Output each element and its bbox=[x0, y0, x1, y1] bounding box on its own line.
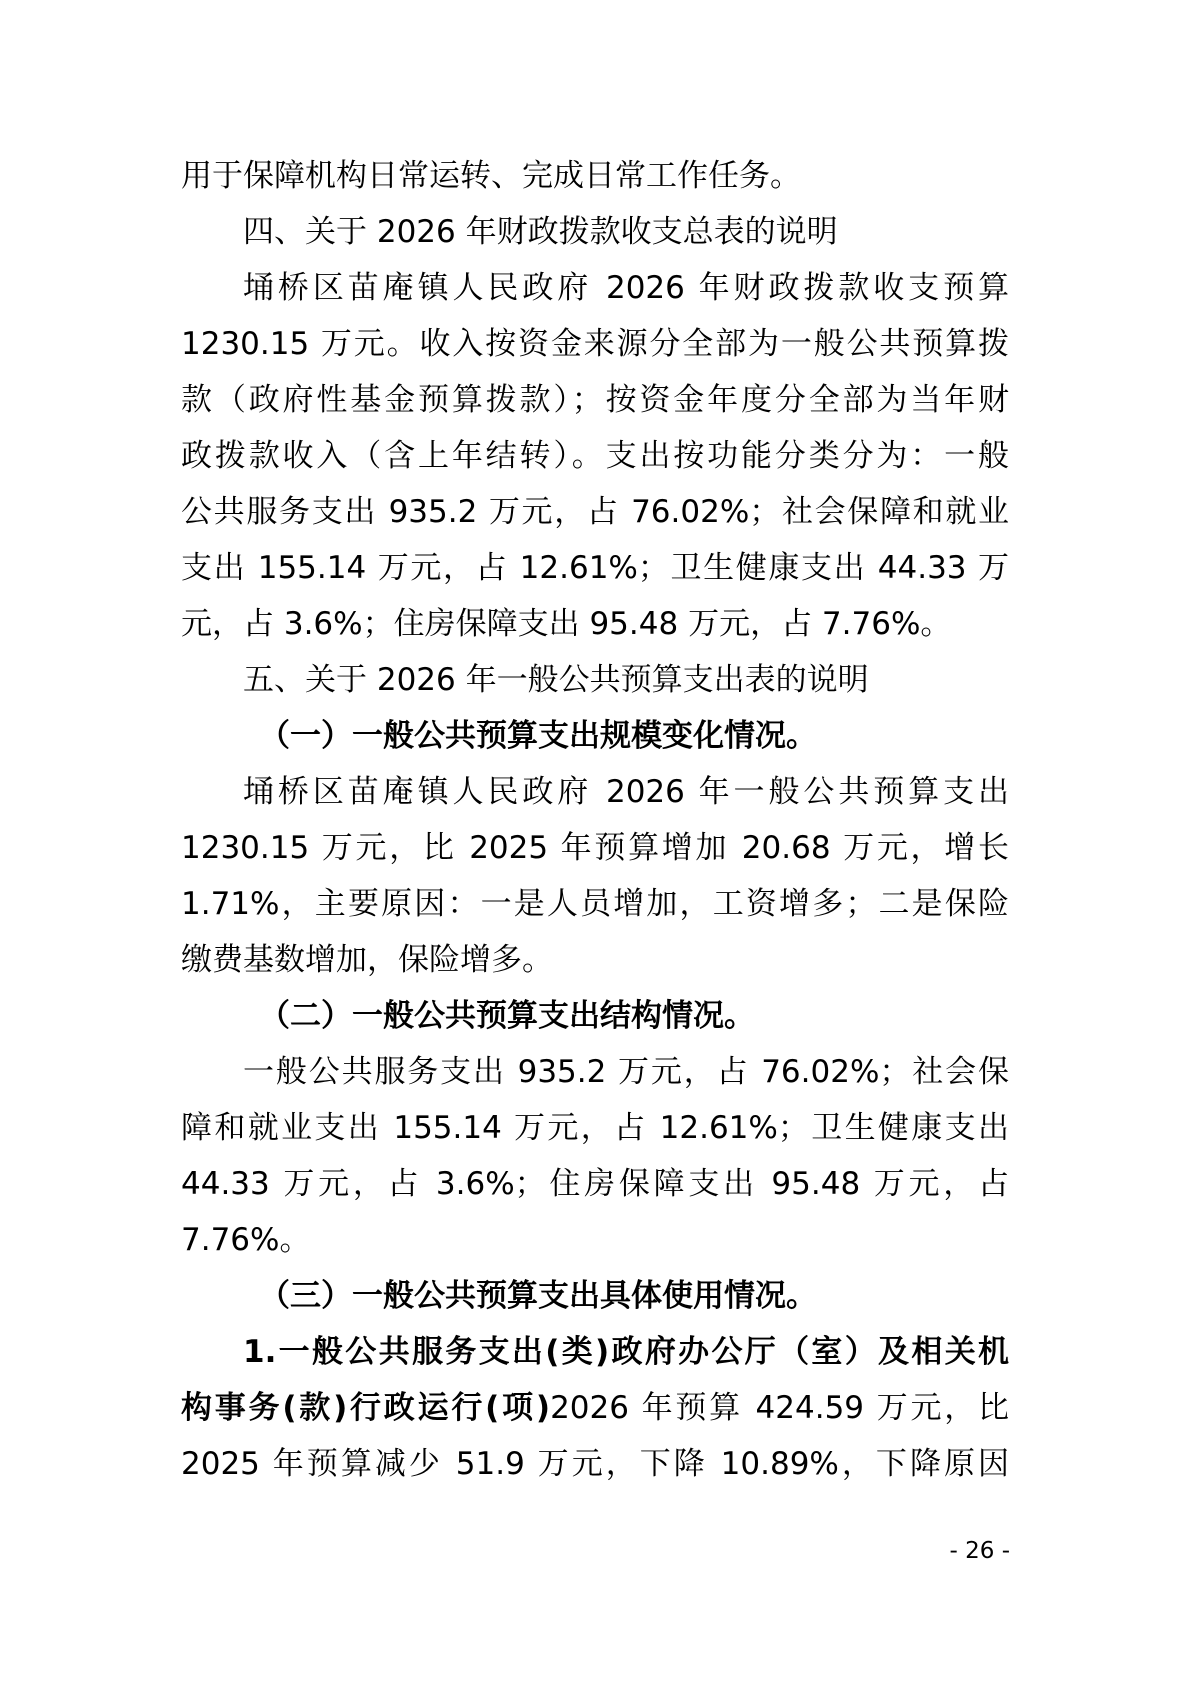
paragraph-line: 政拨款收入（含上年结转）。支出按功能分类分为：一般 bbox=[181, 438, 1009, 474]
paragraph-line: 1.71%，主要原因：一是人员增加，工资增多；二是保险 bbox=[181, 886, 1009, 922]
item-subsection: 构事务 bbox=[181, 1390, 283, 1426]
subsection-heading-3: （三）一般公共预算支出具体使用情况。 bbox=[259, 1278, 817, 1314]
paragraph-line: 埇桥区苗庵镇人民政府 2026 年财政拨款收支预算 bbox=[243, 270, 1009, 306]
item-section: 政府办公厅（室）及相关机 bbox=[609, 1334, 1010, 1370]
item-category-tag: (类) bbox=[545, 1334, 610, 1370]
paragraph-line: 公共服务支出 935.2 万元，占 76.02%；社会保障和就业 bbox=[181, 494, 1009, 530]
paragraph-line: 7.76%。 bbox=[181, 1222, 311, 1258]
paragraph-line: 用于保障机构日常运转、完成日常工作任务。 bbox=[181, 158, 801, 194]
paragraph-line: 支出 155.14 万元，占 12.61%；卫生健康支出 44.33 万 bbox=[181, 550, 1009, 586]
paragraph-line: 缴费基数增加，保险增多。 bbox=[181, 942, 553, 978]
paragraph-line: 元，占 3.6%；住房保障支出 95.48 万元，占 7.76%。 bbox=[181, 606, 952, 642]
item-number: 1. bbox=[243, 1334, 277, 1370]
item-entry-tag: (项) bbox=[485, 1390, 551, 1426]
subsection-heading-1: （一）一般公共预算支出规模变化情况。 bbox=[259, 718, 817, 754]
paragraph-line: 2025 年预算减少 51.9 万元，下降 10.89%，下降原因 bbox=[181, 1446, 1009, 1482]
document-body bbox=[181, 148, 1009, 1492]
section-heading-5: 五、关于 2026 年一般公共预算支出表的说明 bbox=[243, 662, 869, 698]
paragraph-line: 1230.15 万元。收入按资金来源分全部为一般公共预算拨 bbox=[181, 326, 1009, 362]
paragraph-line: 障和就业支出 155.14 万元，占 12.61%；卫生健康支出 bbox=[181, 1110, 1009, 1146]
item-category: 一般公共服务支出 bbox=[276, 1334, 546, 1370]
paragraph-line: 44.33 万元，占 3.6%；住房保障支出 95.48 万元，占 bbox=[181, 1166, 1009, 1202]
paragraph-line: 1230.15 万元，比 2025 年预算增加 20.68 万元，增长 bbox=[181, 830, 1009, 866]
page-number: - 26 - bbox=[949, 1538, 1010, 1564]
paragraph-line bbox=[181, 1380, 1009, 1436]
paragraph-line: 埇桥区苗庵镇人民政府 2026 年一般公共预算支出 bbox=[243, 774, 1009, 810]
paragraph-line bbox=[181, 1324, 1009, 1380]
item-subsection-tag: (款) bbox=[282, 1390, 348, 1426]
item-entry: 行政运行 bbox=[347, 1390, 486, 1426]
section-heading-4: 四、关于 2026 年财政拨款收支总表的说明 bbox=[243, 214, 838, 250]
item-detail: 2026 年预算 424.59 万元，比 bbox=[550, 1390, 1010, 1426]
subsection-heading-2: （二）一般公共预算支出结构情况。 bbox=[259, 998, 755, 1034]
paragraph-line: 一般公共服务支出 935.2 万元，占 76.02%；社会保 bbox=[243, 1054, 1009, 1090]
paragraph-line: 款（政府性基金预算拨款）；按资金年度分全部为当年财 bbox=[181, 382, 1009, 418]
